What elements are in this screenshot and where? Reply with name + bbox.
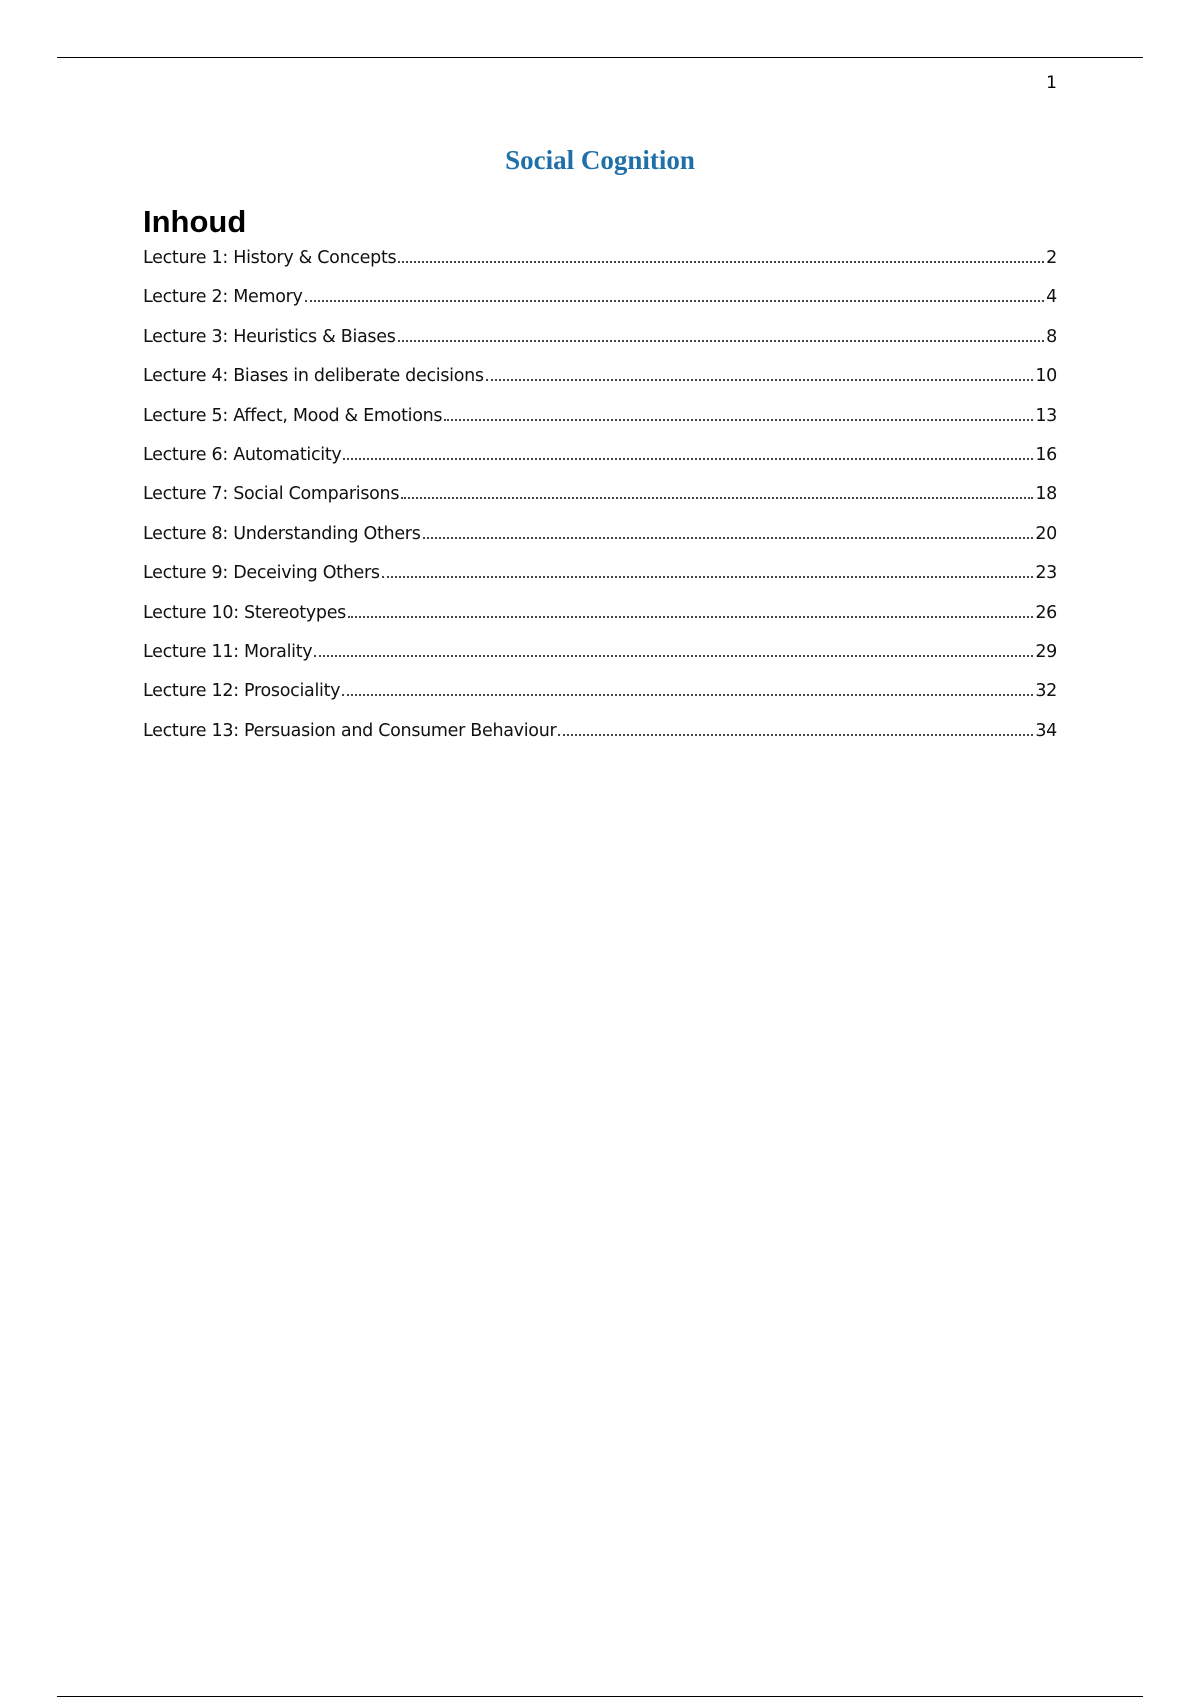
toc-entry-page: 23 bbox=[1035, 563, 1057, 584]
toc-entry-page: 34 bbox=[1035, 720, 1057, 741]
toc-entry-label: Lecture 5: Affect, Mood & Emotions bbox=[143, 405, 443, 426]
dot-leader bbox=[444, 419, 1033, 421]
toc-entry-label: Lecture 12: Prosociality bbox=[143, 681, 341, 702]
dot-leader bbox=[342, 694, 1033, 696]
toc-entry-page: 18 bbox=[1035, 484, 1057, 505]
toc-entry-label: Lecture 4: Biases in deliberate decisions bbox=[143, 366, 484, 387]
dot-leader bbox=[558, 734, 1033, 736]
toc-entry-label: Lecture 7: Social Comparisons bbox=[143, 484, 400, 505]
toc-entry-lecture-1[interactable] bbox=[143, 246, 1057, 285]
toc-entry-page: 20 bbox=[1035, 523, 1057, 544]
document-title: Social Cognition bbox=[505, 145, 695, 175]
toc-entry-lecture-7[interactable] bbox=[143, 482, 1057, 521]
toc-entry-page: 32 bbox=[1035, 681, 1057, 702]
toc-entry-page: 13 bbox=[1035, 405, 1057, 426]
toc-entry-lecture-2[interactable] bbox=[143, 285, 1057, 324]
toc-entry-lecture-4[interactable] bbox=[143, 364, 1057, 403]
dot-leader bbox=[423, 537, 1034, 539]
toc-entry-label: Lecture 1: History & Concepts bbox=[143, 248, 397, 268]
table-of-contents bbox=[143, 202, 1057, 758]
toc-entry-label: Lecture 10: Stereotypes bbox=[143, 602, 346, 623]
toc-entry-lecture-3[interactable] bbox=[143, 325, 1057, 364]
page-number: 1 bbox=[1046, 73, 1057, 93]
toc-entry-page: 29 bbox=[1035, 641, 1057, 662]
toc-entry-lecture-12[interactable] bbox=[143, 679, 1057, 718]
toc-entry-page: 26 bbox=[1035, 602, 1057, 623]
toc-entry-page: 16 bbox=[1035, 444, 1057, 465]
toc-entry-lecture-10[interactable] bbox=[143, 601, 1057, 640]
dot-leader bbox=[398, 261, 1044, 263]
toc-list bbox=[143, 246, 1057, 758]
toc-heading: Inhoud bbox=[143, 204, 247, 239]
dot-leader bbox=[343, 458, 1033, 460]
dot-leader bbox=[398, 340, 1045, 342]
dot-leader bbox=[401, 497, 1033, 499]
toc-entry-lecture-5[interactable] bbox=[143, 404, 1057, 443]
footer-rule bbox=[57, 1696, 1143, 1697]
toc-entry-lecture-6[interactable] bbox=[143, 443, 1057, 482]
dot-leader bbox=[348, 616, 1033, 618]
toc-entry-label: Lecture 13: Persuasion and Consumer Behaviour bbox=[143, 720, 557, 741]
toc-entry-label: Lecture 11: Morality bbox=[143, 641, 313, 662]
toc-entry-page: 2 bbox=[1046, 248, 1057, 268]
dot-leader bbox=[314, 655, 1033, 657]
toc-entry-page: 10 bbox=[1035, 366, 1057, 387]
toc-entry-label: Lecture 8: Understanding Others bbox=[143, 523, 421, 544]
toc-entry-lecture-8[interactable] bbox=[143, 522, 1057, 561]
header-rule bbox=[57, 57, 1143, 58]
toc-entry-page: 8 bbox=[1046, 326, 1057, 347]
toc-entry-label: Lecture 6: Automaticity bbox=[143, 444, 342, 465]
toc-entry-lecture-13[interactable] bbox=[143, 719, 1057, 758]
dot-leader bbox=[486, 379, 1034, 381]
toc-entry-label: Lecture 3: Heuristics & Biases bbox=[143, 326, 396, 347]
toc-entry-page: 4 bbox=[1046, 287, 1057, 308]
toc-entry-lecture-9[interactable] bbox=[143, 561, 1057, 600]
toc-entry-label: Lecture 9: Deceiving Others bbox=[143, 563, 380, 584]
toc-entry-label: Lecture 2: Memory bbox=[143, 287, 303, 308]
toc-entry-lecture-11[interactable] bbox=[143, 640, 1057, 679]
dot-leader bbox=[382, 576, 1034, 578]
dot-leader bbox=[305, 300, 1045, 302]
